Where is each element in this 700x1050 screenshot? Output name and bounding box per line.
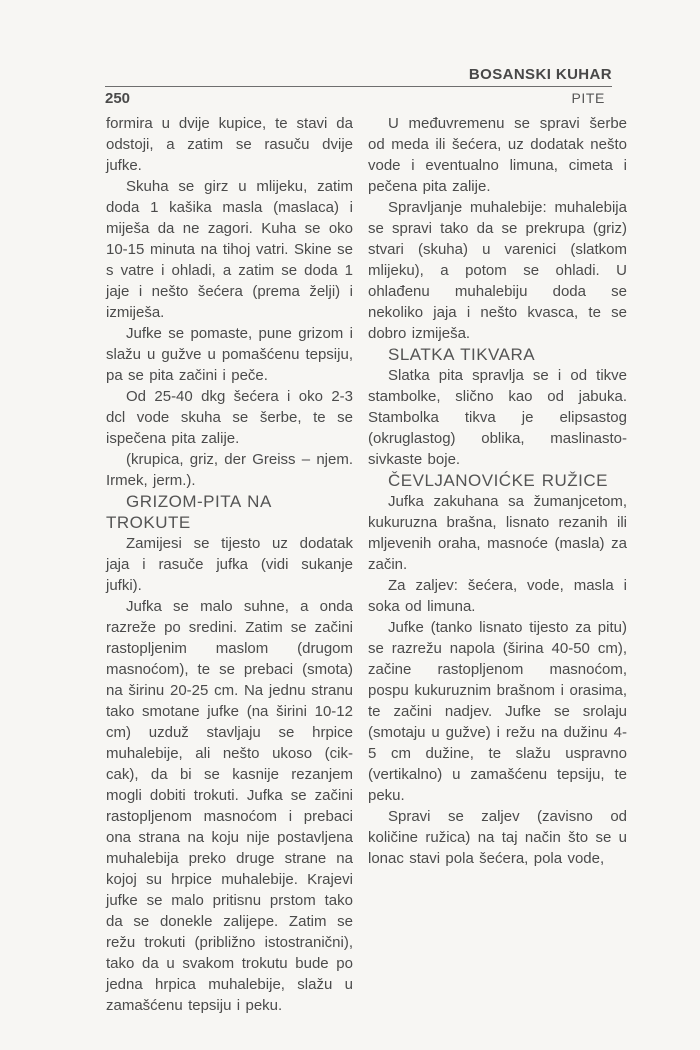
paragraph: formira u dvije kupice, te stavi da odstoji, a zatim se rasuču dvije jufke. bbox=[106, 115, 353, 174]
paragraph: Jufke (tanko lisnato tijesto za pitu) se razrežu napola (širina 40-50 cm), začine rastopljenom masnoćom, pospu kukuruznim brašnom i orasima, te začini nadjev. Jufke se srolaju (smotaju u gužve) i režu na dužinu 4-5 cm dužine, te slažu uspravno (vertikalno) u zamašćenu tepsiju, te peku. bbox=[368, 619, 627, 804]
paragraph: Spravi se zaljev (zavisno od količine ružica) na taj način što se u lonac stavi pola šećera, pola vode, bbox=[368, 808, 627, 867]
paragraph: Slatka pita spravlja se i od tikve stambolke, slično kao od jabuka. Stambolka tikva je elipsastog (okruglastog) oblika, maslinasto-sivkaste boje. bbox=[368, 367, 627, 468]
paragraph: Skuha se girz u mlijeku, zatim doda 1 kašika masla (maslaca) i miješa da ne zagori. Kuha se oko 10-15 minuta na tihoj vatri. Skine se s vatre i ohladi, a zatim se doda 1 jaje i nešto šećera (prema želji) i izmiješa. bbox=[106, 178, 353, 321]
paragraph: (krupica, griz, der Greiss – njem. Irmek, jerm.). bbox=[106, 451, 353, 489]
recipe-heading: GRIZOM-PITA NA TROKUTE bbox=[106, 492, 271, 532]
paragraph: U međuvremenu se spravi šerbe od meda ili šećera, uz dodatak nešto vode i eventualno limuna, cimeta i pečena pita zalije. bbox=[368, 115, 627, 195]
paragraph: Od 25-40 dkg šećera i oko 2-3 dcl vode skuha se šerbe, te se ispečena pita zalije. bbox=[106, 388, 353, 447]
paragraph: Spravljanje muhalebije: muhalebija se spravi tako da se prekrupa (griz) stvari (skuha) u varenici (slatkom mlijeku), a potom se ohladi. U ohlađenu muhalebiju doda se nekoliko jaja i nešto kvasca, te se dobro izmiješa. bbox=[368, 199, 627, 342]
paragraph: Jufka zakuhana sa žumanjcetom, kukuruzna brašna, lisnato rezanih ili mljevenih oraha, masnoće (masla) za začin. bbox=[368, 493, 627, 573]
paragraph: Za zaljev: šećera, vode, masla i soka od limuna. bbox=[368, 577, 627, 615]
page-number: 250 bbox=[105, 90, 131, 107]
paragraph: Zamijesi se tijesto uz dodatak jaja i rasuče jufka (vidi sukanje jufki). bbox=[106, 535, 353, 594]
book-title: BOSANSKI KUHAR bbox=[468, 66, 612, 83]
left-column bbox=[106, 113, 353, 1016]
paragraph: Jufke se pomaste, pune grizom i slažu u gužve u pomašćenu tepsiju, pa se pita začini i peče. bbox=[106, 325, 353, 384]
header-divider bbox=[105, 86, 612, 87]
recipe-heading: SLATKA TIKVARA bbox=[388, 345, 536, 364]
chapter-title: PITE bbox=[571, 90, 605, 106]
recipe-heading: ČEVLJANOVIĆKE RUŽICE bbox=[388, 471, 608, 490]
paragraph: Jufka se malo suhne, a onda razreže po sredini. Zatim se začini rastopljenim maslom (drugom masnoćom), te se prebaci (smota) na širinu 20-25 cm. Na jednu stranu tako smotane jufke (na širini 10-12 cm) uzduž stavljaju se hrpice muhalebije, ali nešto ukoso (cik-cak), da bi se kasnije rezanjem mogli dobiti trokuti. Jufka se začini rastopljenom masnoćom i prebaci ona strana na koju nije postavljena muhalebija preko druge strane na kojoj su hrpice muhalebije. Krajevi jufke se malo pritisnu prstom tako da se donekle zalijepe. Zatim se režu trokuti (približno istostranični), tako da u svakom trokutu bude po jedna hrpica muhalebije, slažu u zamašćenu tepsiju i peku. bbox=[106, 598, 353, 1014]
right-column bbox=[368, 113, 627, 869]
